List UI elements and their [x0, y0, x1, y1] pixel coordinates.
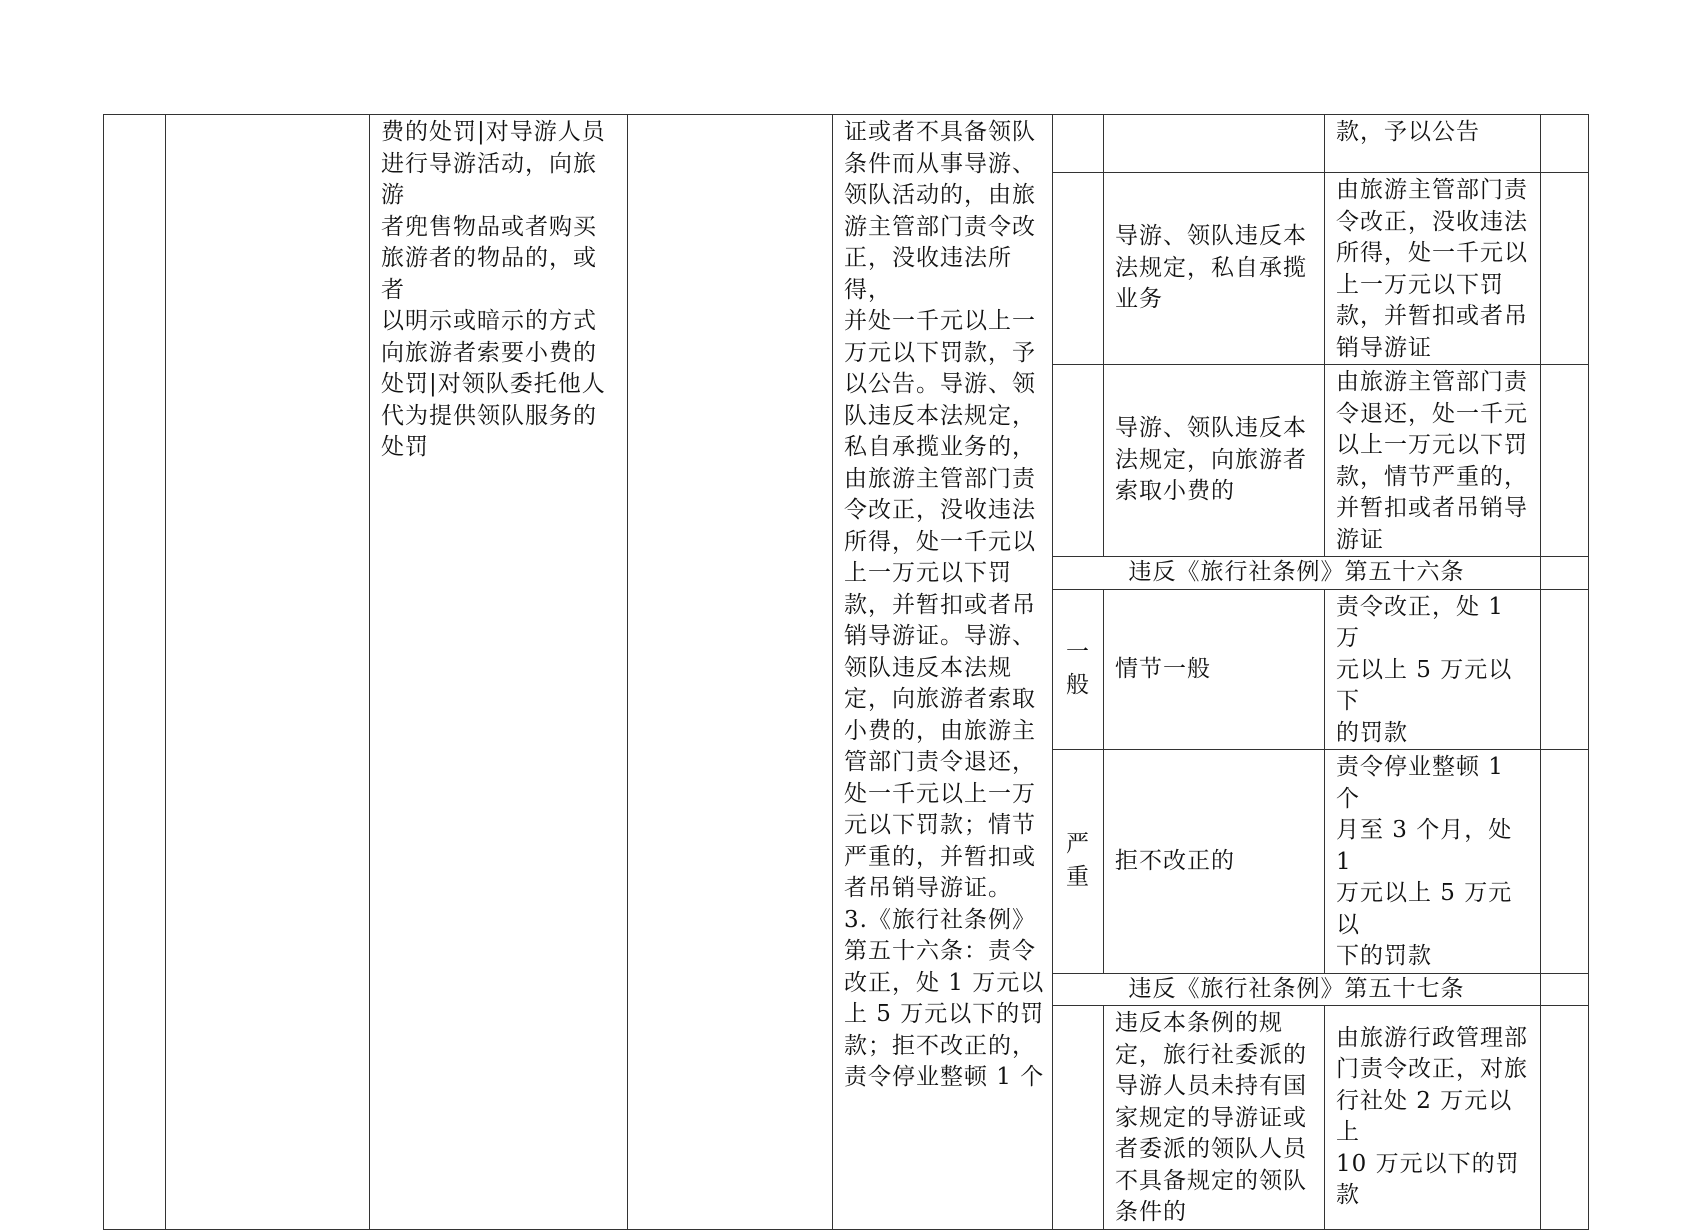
legal-basis-text: 证或者不具备领队 条件而从事导游、 领队活动的，由旅 游主管部门责令改 正，没收违法所得， 并处一千元以上一 万元以下罚款，予 以公告。导游、领 队违反本法规定， 私自承揽业务的， 由旅游主管部门责 令改正，没收违法 所得，处一千元以 上一万元以下罚 款，并暂扣或者吊 销导游证。导游、 领队违反本法规 定，向旅游者索取 小费的，由旅游主 管部门责令退还， 处一千元以上一万 元以下罚款；情节 严重的，并暂扣或 者吊销导游证。 3.《旅行社条例》 第五十六条：责令 改正，处 1 万元以 上 5 万元以下的罚 款；拒不改正的， 责令停业整顿 1 个 [844, 119, 1045, 1090]
table-cell-situation: 拒不改正的 [1104, 750, 1325, 974]
table-cell-remark [1541, 973, 1589, 1006]
table-cell-remark [1541, 750, 1589, 974]
table-cell-penalty: 责令改正，处 1 万 元以上 5 万元以下 的罚款 [1325, 589, 1541, 750]
table-cell-penalty-items [370, 115, 628, 1230]
table-cell-index [104, 115, 166, 1230]
table-cell-remark [1541, 1006, 1589, 1230]
table-cell-level [1053, 1006, 1104, 1230]
table-cell-empty [628, 115, 833, 1230]
table-cell-penalty: 由旅游主管部门责 令改正，没收违法 所得，处一千元以 上一万元以下罚 款，并暂扣或者吊 销导游证 [1325, 173, 1541, 365]
section-header-56: 违反《旅行社条例》第五十六条 [1053, 557, 1541, 590]
table-cell-remark [1541, 115, 1589, 173]
table-cell-level [1053, 115, 1104, 173]
table-cell-situation: 违反本条例的规 定，旅行社委派的 导游人员未持有国 家规定的导游证或 者委派的领队人员 不具备规定的领队 条件的 [1104, 1006, 1325, 1230]
table-cell-level [1053, 365, 1104, 557]
section-header-57: 违反《旅行社条例》第五十七条 [1053, 973, 1541, 1006]
penalty-items-text: 费的处罚|对导游人员 进行导游活动，向旅游 者兜售物品或者购买 旅游者的物品的，或者 以明示或暗示的方式 向旅游者索要小费的 处罚|对领队委托他人 代为提供领队服务的 处罚 [381, 119, 606, 460]
table-cell-situation: 导游、领队违反本 法规定，向旅游者 索取小费的 [1104, 365, 1325, 557]
table-row [104, 115, 1589, 173]
table-cell-situation [1104, 115, 1325, 173]
table-cell-penalty: 由旅游行政管理部 门责令改正，对旅 行社处 2 万元以上 10 万元以下的罚 款 [1325, 1006, 1541, 1230]
table-cell-penalty: 由旅游主管部门责 令退还，处一千元 以上一万元以下罚 款，情节严重的， 并暂扣或者吊销导 游证 [1325, 365, 1541, 557]
table-cell-legal-basis [833, 115, 1053, 1230]
table-cell-penalty: 款，予以公告 [1325, 115, 1541, 173]
table-cell-level: 严 重 [1053, 750, 1104, 974]
table-cell-level: 一 般 [1053, 589, 1104, 750]
table-cell-level [1053, 173, 1104, 365]
table-cell-item [166, 115, 370, 1230]
table-cell-situation: 导游、领队违反本 法规定，私自承揽 业务 [1104, 173, 1325, 365]
table-cell-penalty: 责令停业整顿 1 个 月至 3 个月，处 1 万元以上 5 万元以 下的罚款 [1325, 750, 1541, 974]
table-cell-remark [1541, 365, 1589, 557]
penalty-table [103, 114, 1589, 1230]
table-cell-remark [1541, 173, 1589, 365]
table-cell-remark [1541, 557, 1589, 590]
table-cell-situation: 情节一般 [1104, 589, 1325, 750]
table-cell-remark [1541, 589, 1589, 750]
